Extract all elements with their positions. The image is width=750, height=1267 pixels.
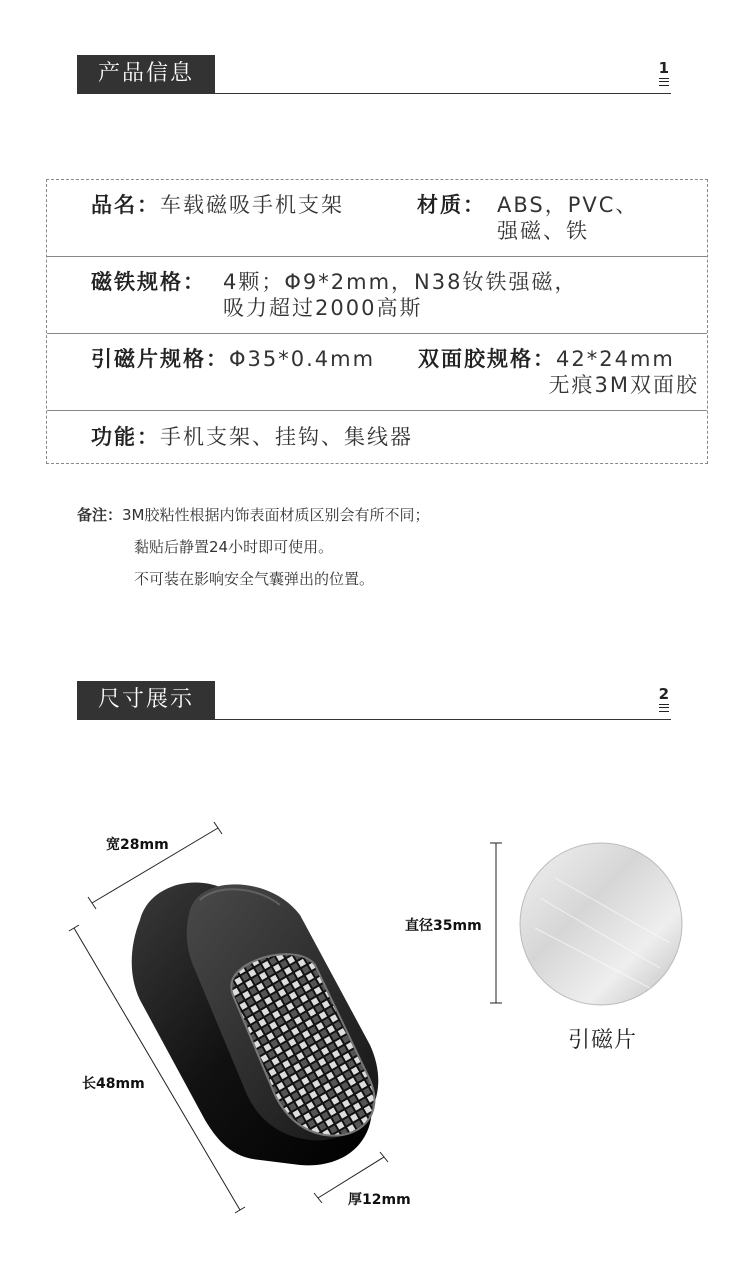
spec-row-name-material bbox=[47, 180, 707, 257]
notes-line-3: 不可装在影响安全气囊弹出的位置。 bbox=[134, 570, 375, 588]
section-title: 产品信息 bbox=[77, 55, 215, 93]
section-number: 1 bbox=[659, 61, 669, 86]
notes-label: 备注： bbox=[77, 506, 123, 524]
metal-plate-image bbox=[480, 838, 690, 1013]
section-number: 2 bbox=[659, 687, 669, 712]
spec-row-function bbox=[47, 410, 707, 465]
width-label: 宽28mm bbox=[106, 837, 169, 853]
spec-row-magnet bbox=[47, 256, 707, 334]
product-name: 品名：车载磁吸手机支架 bbox=[91, 193, 344, 217]
product-image bbox=[0, 800, 460, 1220]
magnet-label: 磁铁规格： bbox=[91, 270, 206, 294]
spec-row-plate-tape bbox=[47, 333, 707, 411]
thickness-label: 厚12mm bbox=[348, 1192, 411, 1208]
section-header-product-info bbox=[77, 55, 671, 94]
section-header-dimensions bbox=[77, 681, 671, 720]
section-title: 尺寸展示 bbox=[77, 681, 215, 719]
function-spec: 功能：手机支架、挂钩、集线器 bbox=[91, 425, 413, 449]
plate-spec: 引磁片规格：Φ35*0.4mm bbox=[91, 347, 376, 371]
material-value: ABS，PVC、 强磁、铁 bbox=[497, 193, 639, 243]
magnet-value: 4颗；Φ9*2mm，N38钕铁强磁， 吸力超过2000高斯 bbox=[223, 270, 578, 320]
tape-spec: 双面胶规格：42*24mm bbox=[418, 347, 675, 371]
plate-caption: 引磁片 bbox=[568, 1028, 638, 1053]
notes bbox=[77, 499, 430, 595]
notes-line-2: 黏贴后静置24小时即可使用。 bbox=[134, 538, 334, 556]
length-label: 长48mm bbox=[82, 1076, 145, 1092]
material-label: 材质： bbox=[417, 193, 486, 217]
notes-line-1: 3M胶粘性根据内饰表面材质区别会有所不同； bbox=[122, 506, 430, 524]
diameter-label: 直径35mm bbox=[405, 918, 482, 934]
number-underline-icon bbox=[659, 704, 669, 712]
spec-table bbox=[46, 179, 708, 464]
number-underline-icon bbox=[659, 78, 669, 86]
tape-spec-detail: 无痕3M双面胶 bbox=[548, 373, 699, 397]
